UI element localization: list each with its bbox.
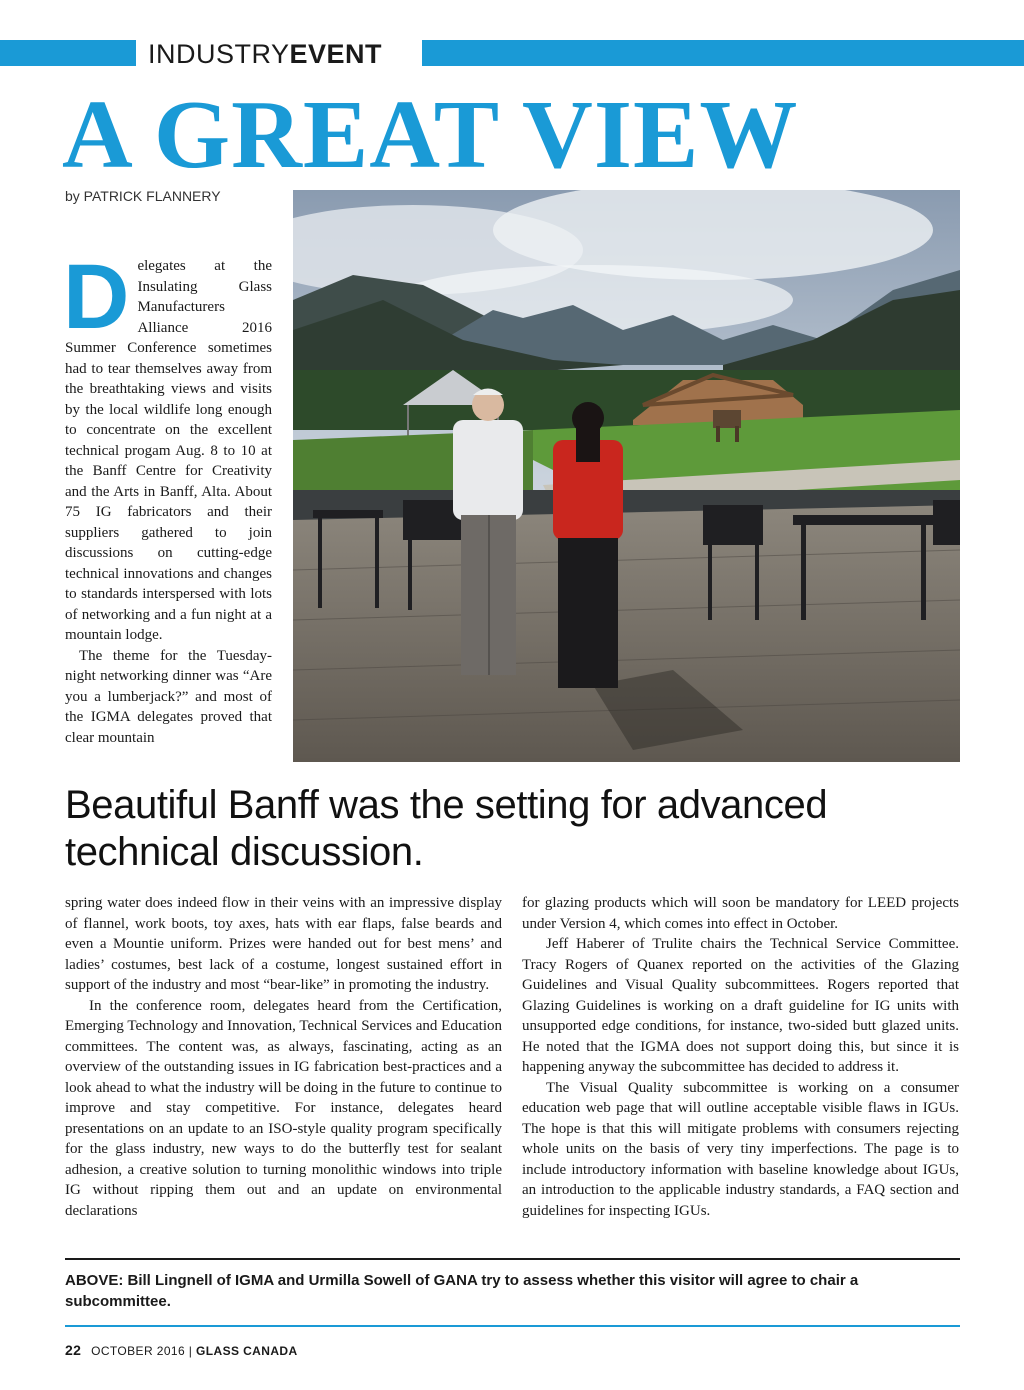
photo-caption: ABOVE: Bill Lingnell of IGMA and Urmilla Sowell of GANA try to assess whether this visitor will agree to chair a subcommittee. (65, 1272, 859, 1310)
body-column-right (522, 893, 959, 1221)
intro-paragraph-1: elegates at the Insulating Glass Manufacturers Alliance 2016 Summer Conference sometimes had to tear themselves away from the breathtaking views and visits by the local wildlife long enough to concentrate on the excellent technical progam Aug. 8 to 10 at the Banff Centre for Creativity and the Arts in Banff, Alta. About 75 IG fabricators and their suppliers gathered to join discussions on cutting-edge technical innovations and changes to standards interspersed with lots of networking and a fun night at a mountain lodge. (65, 258, 272, 643)
body-column-left (65, 893, 502, 1221)
byline: by PATRICK FLANNERY (65, 188, 221, 204)
top-bar-right (422, 40, 1024, 66)
body-right-paragraph-1: for glazing products which will soon be mandatory for LEED projects under Version 4, which comes into effect in October. (522, 895, 959, 932)
issue-date: OCTOBER 2016 | (91, 1344, 193, 1358)
body-left-paragraph-2: In the conference room, delegates heard from the Certification, Emerging Technology and Innovation, Technical Services and Education committees. The content was, as always, fascinating, acting as an overview of the outstanding issues in IG fabrication best-practices and a look ahead to what the industry will be doing in the future to continue to improve and stay competitive. For instance, delegates heard presentations on an update to an ISO-style quality program specifically for the glass industry, new ways to do the butterfly test for sealant adhesion, a creative solution to turning monolithic windows into triple IG without ripping them out and an update on environmental declarations (65, 997, 502, 1219)
body-right-paragraph-3: The Visual Quality subcommittee is working on a consumer education web page that will outline acceptable visible flaws in IGUs. The hope is that this will mitigate problems with consumers rejecting whole units on the basis of very tiny imperfections. The page is to include introductory information with baseline knowledge about IGUs, an introduction to the applicable industry standards, a FAQ section and guidelines for inspecting IGUs. (522, 1079, 959, 1219)
top-bar-left (0, 40, 136, 66)
page-number: 22 (65, 1342, 82, 1358)
section-label-light: INDUSTRY (148, 39, 290, 69)
intro-column (63, 246, 272, 748)
drop-cap: D (63, 246, 130, 348)
deck-subheadline: Beautiful Banff was the setting for advanced technical discussion. (65, 783, 828, 874)
caption-bottom-rule (65, 1325, 960, 1327)
feature-photo (293, 190, 960, 762)
page-footer (65, 1342, 298, 1358)
section-label-bold: EVENT (289, 39, 383, 69)
intro-paragraph-2: The theme for the Tuesday-night networking dinner was “Are you a lumberjack?” and most of the IGMA delegates proved that clear mountain (65, 647, 272, 746)
magazine-name: GLASS CANADA (196, 1344, 298, 1358)
body-left-paragraph-1: spring water does indeed flow in their veins with an impressive display of flannel, work boots, toy axes, hats with ear flaps, false beards and even a Mountie uniform. Prizes were handed out for best mens’ and ladies’ costumes, best lack of a costume, longest sustained effort in support of the industry and most “bear-like” in promoting the industry. (65, 895, 502, 993)
photo-image-icon (293, 190, 960, 762)
section-label (148, 38, 382, 70)
body-right-paragraph-2: Jeff Haberer of Trulite chairs the Technical Service Committee. Tracy Rogers of Quanex reported on the activities of the Glazing Guidelines and Visual Quality subcommittees. Rogers reported that Glazing Guidelines is working on a draft guideline for IG units with unsupported edge conditions, for instance, two-sided butt glazed units. He noted that the IGMA does not support doing this, but since it is happening anyway the subcommittee has decided to address it. (522, 936, 959, 1075)
caption-top-rule (65, 1258, 960, 1260)
headline: A GREAT VIEW (62, 81, 799, 189)
